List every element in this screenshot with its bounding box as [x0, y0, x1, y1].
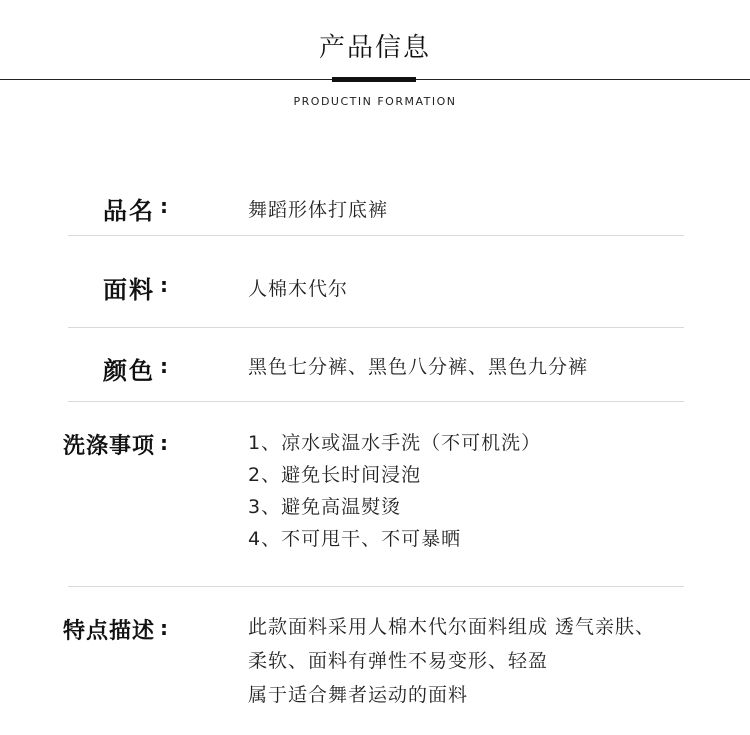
list-item: 4、不可甩干、不可暴晒 [248, 528, 462, 550]
divider [68, 586, 684, 587]
row-label: 洗涤事项 [62, 434, 155, 459]
list-item: 柔软、面料有弹性不易变形、轻盈 [248, 650, 549, 672]
row-value: 人棉木代尔 [248, 278, 349, 300]
list-item: 1、凉水或温水手洗（不可机洗） [248, 432, 542, 454]
title-accent-bar [332, 77, 416, 82]
list-item: 2、避免长时间浸泡 [248, 464, 422, 486]
row-colon: : [160, 354, 168, 378]
row-value-list [248, 427, 541, 555]
divider [68, 327, 684, 328]
page-title: 产品信息 [318, 33, 431, 63]
divider [68, 235, 684, 236]
list-item: 属于适合舞者运动的面料 [248, 684, 469, 706]
row-colon: : [160, 194, 168, 218]
row-value: 黑色七分裤、黑色八分裤、黑色九分裤 [248, 356, 589, 378]
row-label: 颜色 [103, 357, 155, 385]
row-label: 特点描述 [62, 619, 155, 644]
list-item: 此款面料采用人棉木代尔面料组成 透气亲肤、 [248, 616, 656, 638]
row-colon: : [160, 273, 168, 297]
row-label: 品名 [103, 197, 155, 225]
row-value: 舞蹈形体打底裤 [248, 199, 389, 221]
page-subtitle: PRODUCTIN FORMATION [293, 95, 457, 108]
row-colon: : [160, 616, 168, 640]
row-colon: : [160, 431, 168, 455]
divider [68, 401, 684, 402]
row-label: 面料 [103, 276, 155, 304]
list-item: 3、避免高温熨烫 [248, 496, 402, 518]
row-value-list [248, 610, 655, 712]
